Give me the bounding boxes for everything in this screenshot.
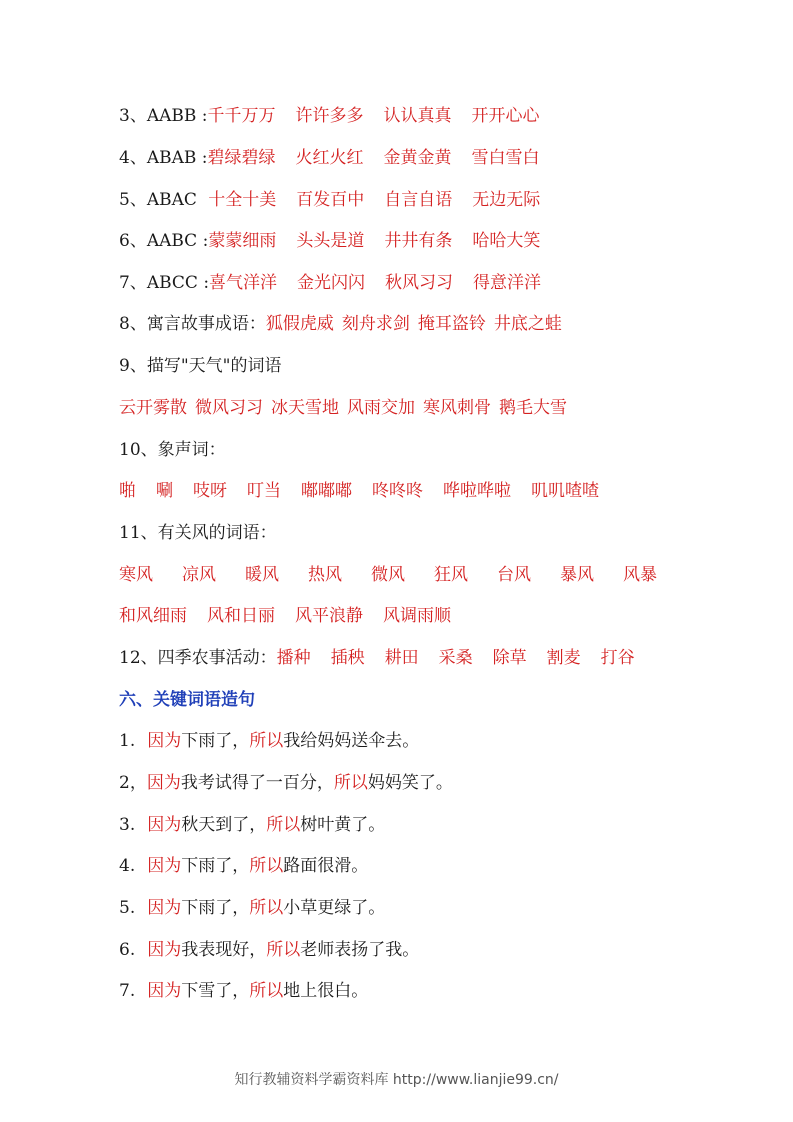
idiom-word: 头头是道 [296,231,365,251]
idiom-word: 得意洋洋 [473,273,542,293]
idiom-word: 风平浪静 [295,606,363,626]
idiom-word: 认认真真 [383,106,452,126]
sentence-number: 5. [119,898,136,918]
idiom-word: 吱呀 [193,481,227,501]
sentence-line [119,771,453,795]
keyword-yinwei: 因为 [147,856,182,876]
keyword-suoyi: 所以 [249,981,284,1001]
idiom-word: 热风 [308,565,342,585]
idiom-word: 采桑 [438,648,473,668]
idiom-word: 播种 [276,648,311,668]
sentence-number: 4. [119,856,136,876]
weather-words-heading [119,354,281,378]
idiom-word: 井井有条 [384,231,453,251]
idiom-word: 十全十美 [208,190,277,210]
wind-words-list-2 [119,604,451,628]
sentence-text: 下雨了， [181,898,250,918]
line-label: 3、AABB : [119,106,208,126]
keyword-yinwei: 因为 [147,815,182,835]
idiom-word: 啪 [119,481,136,501]
keyword-yinwei: 因为 [146,773,181,793]
idiom-word: 风雨交加 [347,398,415,418]
sentence-text: 地上很白。 [283,981,369,1001]
sentence-line [119,938,419,962]
sentence-text: 小草更绿了。 [283,898,386,918]
idiom-word: 唰 [156,481,173,501]
idiom-word: 刻舟求剑 [341,314,410,334]
idiom-word: 嘟嘟嘟 [301,481,352,501]
sentence-number: 6. [119,940,136,960]
idiom-word: 鹅毛大雪 [499,398,567,418]
idiom-word: 叽叽喳喳 [531,481,599,501]
sentence-text: 下雨了， [181,856,250,876]
keyword-yinwei: 因为 [147,898,182,918]
idiom-word: 千千万万 [207,106,276,126]
idiom-word: 无边无际 [472,190,541,210]
idiom-word: 寒风刺骨 [423,398,491,418]
sentence-number: 2， [119,773,147,793]
sentence-text: 我表现好， [181,940,267,960]
keyword-suoyi: 所以 [333,773,368,793]
sentence-text: 我考试得了一百分， [180,773,334,793]
idiom-word: 许许多多 [295,106,364,126]
idiom-word: 哗啦哗啦 [443,481,511,501]
page-footer: 知行教辅资料学霸资料库 http://www.lianjie99.cn/ [234,1072,559,1088]
idiom-word: 台风 [497,565,531,585]
sentence-text: 树叶黄了。 [300,815,386,835]
wind-words-list [119,563,657,587]
line-label: 8、寓言故事成语： [119,314,266,334]
sentence-line [119,729,419,753]
idiom-word: 云开雾散 [119,398,187,418]
line-label: 5、ABAC [119,190,203,210]
idiom-word: 雪白雪白 [471,148,540,168]
idiom-line-aabc [119,229,540,253]
idiom-word: 微风习习 [195,398,263,418]
sentence-text: 妈妈笑了。 [367,773,453,793]
sentence-number: 3. [119,815,136,835]
idiom-word: 井底之蛙 [493,314,562,334]
idiom-word: 风和日丽 [207,606,275,626]
sentence-line [119,979,368,1003]
idiom-word: 秋风习习 [385,273,454,293]
idiom-word: 火红火红 [295,148,364,168]
keyword-suoyi: 所以 [249,856,284,876]
line-label: 10、象声词： [119,440,226,460]
line-label: 7、ABCC : [119,273,210,293]
keyword-suoyi: 所以 [249,731,284,751]
weather-words-list [119,396,567,420]
idiom-word: 除草 [492,648,527,668]
idiom-line-abab [119,146,540,170]
idiom-word: 耕田 [384,648,419,668]
keyword-yinwei: 因为 [147,731,182,751]
idiom-line-abcc [119,271,541,295]
idiom-word: 狂风 [434,565,468,585]
idiom-word: 冰天雪地 [271,398,339,418]
wind-words-heading [119,521,277,545]
keyword-suoyi: 所以 [266,815,301,835]
line-label: 11、有关风的词语： [119,523,277,543]
sentence-text: 下雨了， [181,731,250,751]
idiom-word: 蒙蒙细雨 [208,231,277,251]
onomatopoeia-heading [119,438,226,462]
idiom-word: 叮当 [247,481,281,501]
idiom-word: 风调雨顺 [383,606,451,626]
idiom-word: 打谷 [600,648,635,668]
idiom-word: 金黄金黄 [383,148,452,168]
sentence-text: 下雪了， [181,981,250,1001]
idiom-word: 狐假虎威 [265,314,334,334]
idiom-word: 喜气洋洋 [209,273,278,293]
idiom-word: 暴风 [560,565,594,585]
line-label: 9、描写"天气"的词语 [119,356,282,376]
idiom-word: 碧绿碧绿 [207,148,276,168]
idiom-word: 金光闪闪 [297,273,366,293]
idiom-line-abac [119,188,540,212]
sentence-text: 秋天到了， [181,815,267,835]
onomatopoeia-list [119,479,599,503]
idiom-word: 插秧 [330,648,365,668]
idiom-word: 风暴 [623,565,657,585]
sentence-text: 老师表扬了我。 [300,940,420,960]
line-label: 4、ABAB : [119,148,208,168]
idiom-word: 掩耳盗铃 [417,314,486,334]
idiom-word: 微风 [371,565,405,585]
idiom-word: 自言自语 [384,190,453,210]
sentence-line [119,813,385,837]
keyword-yinwei: 因为 [147,981,182,1001]
line-label: 6、AABC : [119,231,209,251]
sentence-line [119,854,368,878]
keyword-suoyi: 所以 [249,898,284,918]
idiom-word: 和风细雨 [119,606,187,626]
sentence-text: 路面很滑。 [283,856,369,876]
sentence-number: 7. [119,981,136,1001]
sentence-line [119,896,385,920]
idiom-word: 百发百中 [296,190,365,210]
idiom-word: 暖风 [245,565,279,585]
sentence-number: 1. [119,731,136,751]
keyword-yinwei: 因为 [147,940,182,960]
fable-idioms-line [119,312,562,336]
idiom-word: 寒风 [119,565,153,585]
keyword-suoyi: 所以 [266,940,301,960]
farming-activities-line [119,646,635,670]
idiom-word: 开开心心 [471,106,540,126]
idiom-word: 哈哈大笑 [472,231,541,251]
sentence-text: 我给妈妈送伞去。 [283,731,420,751]
idiom-line-aabb [119,104,540,128]
line-label: 12、四季农事活动： [119,648,277,668]
idiom-word: 咚咚咚 [372,481,423,501]
section-title: 六、关键词语造句 [119,690,255,710]
idiom-word: 割麦 [546,648,581,668]
idiom-word: 凉风 [182,565,216,585]
